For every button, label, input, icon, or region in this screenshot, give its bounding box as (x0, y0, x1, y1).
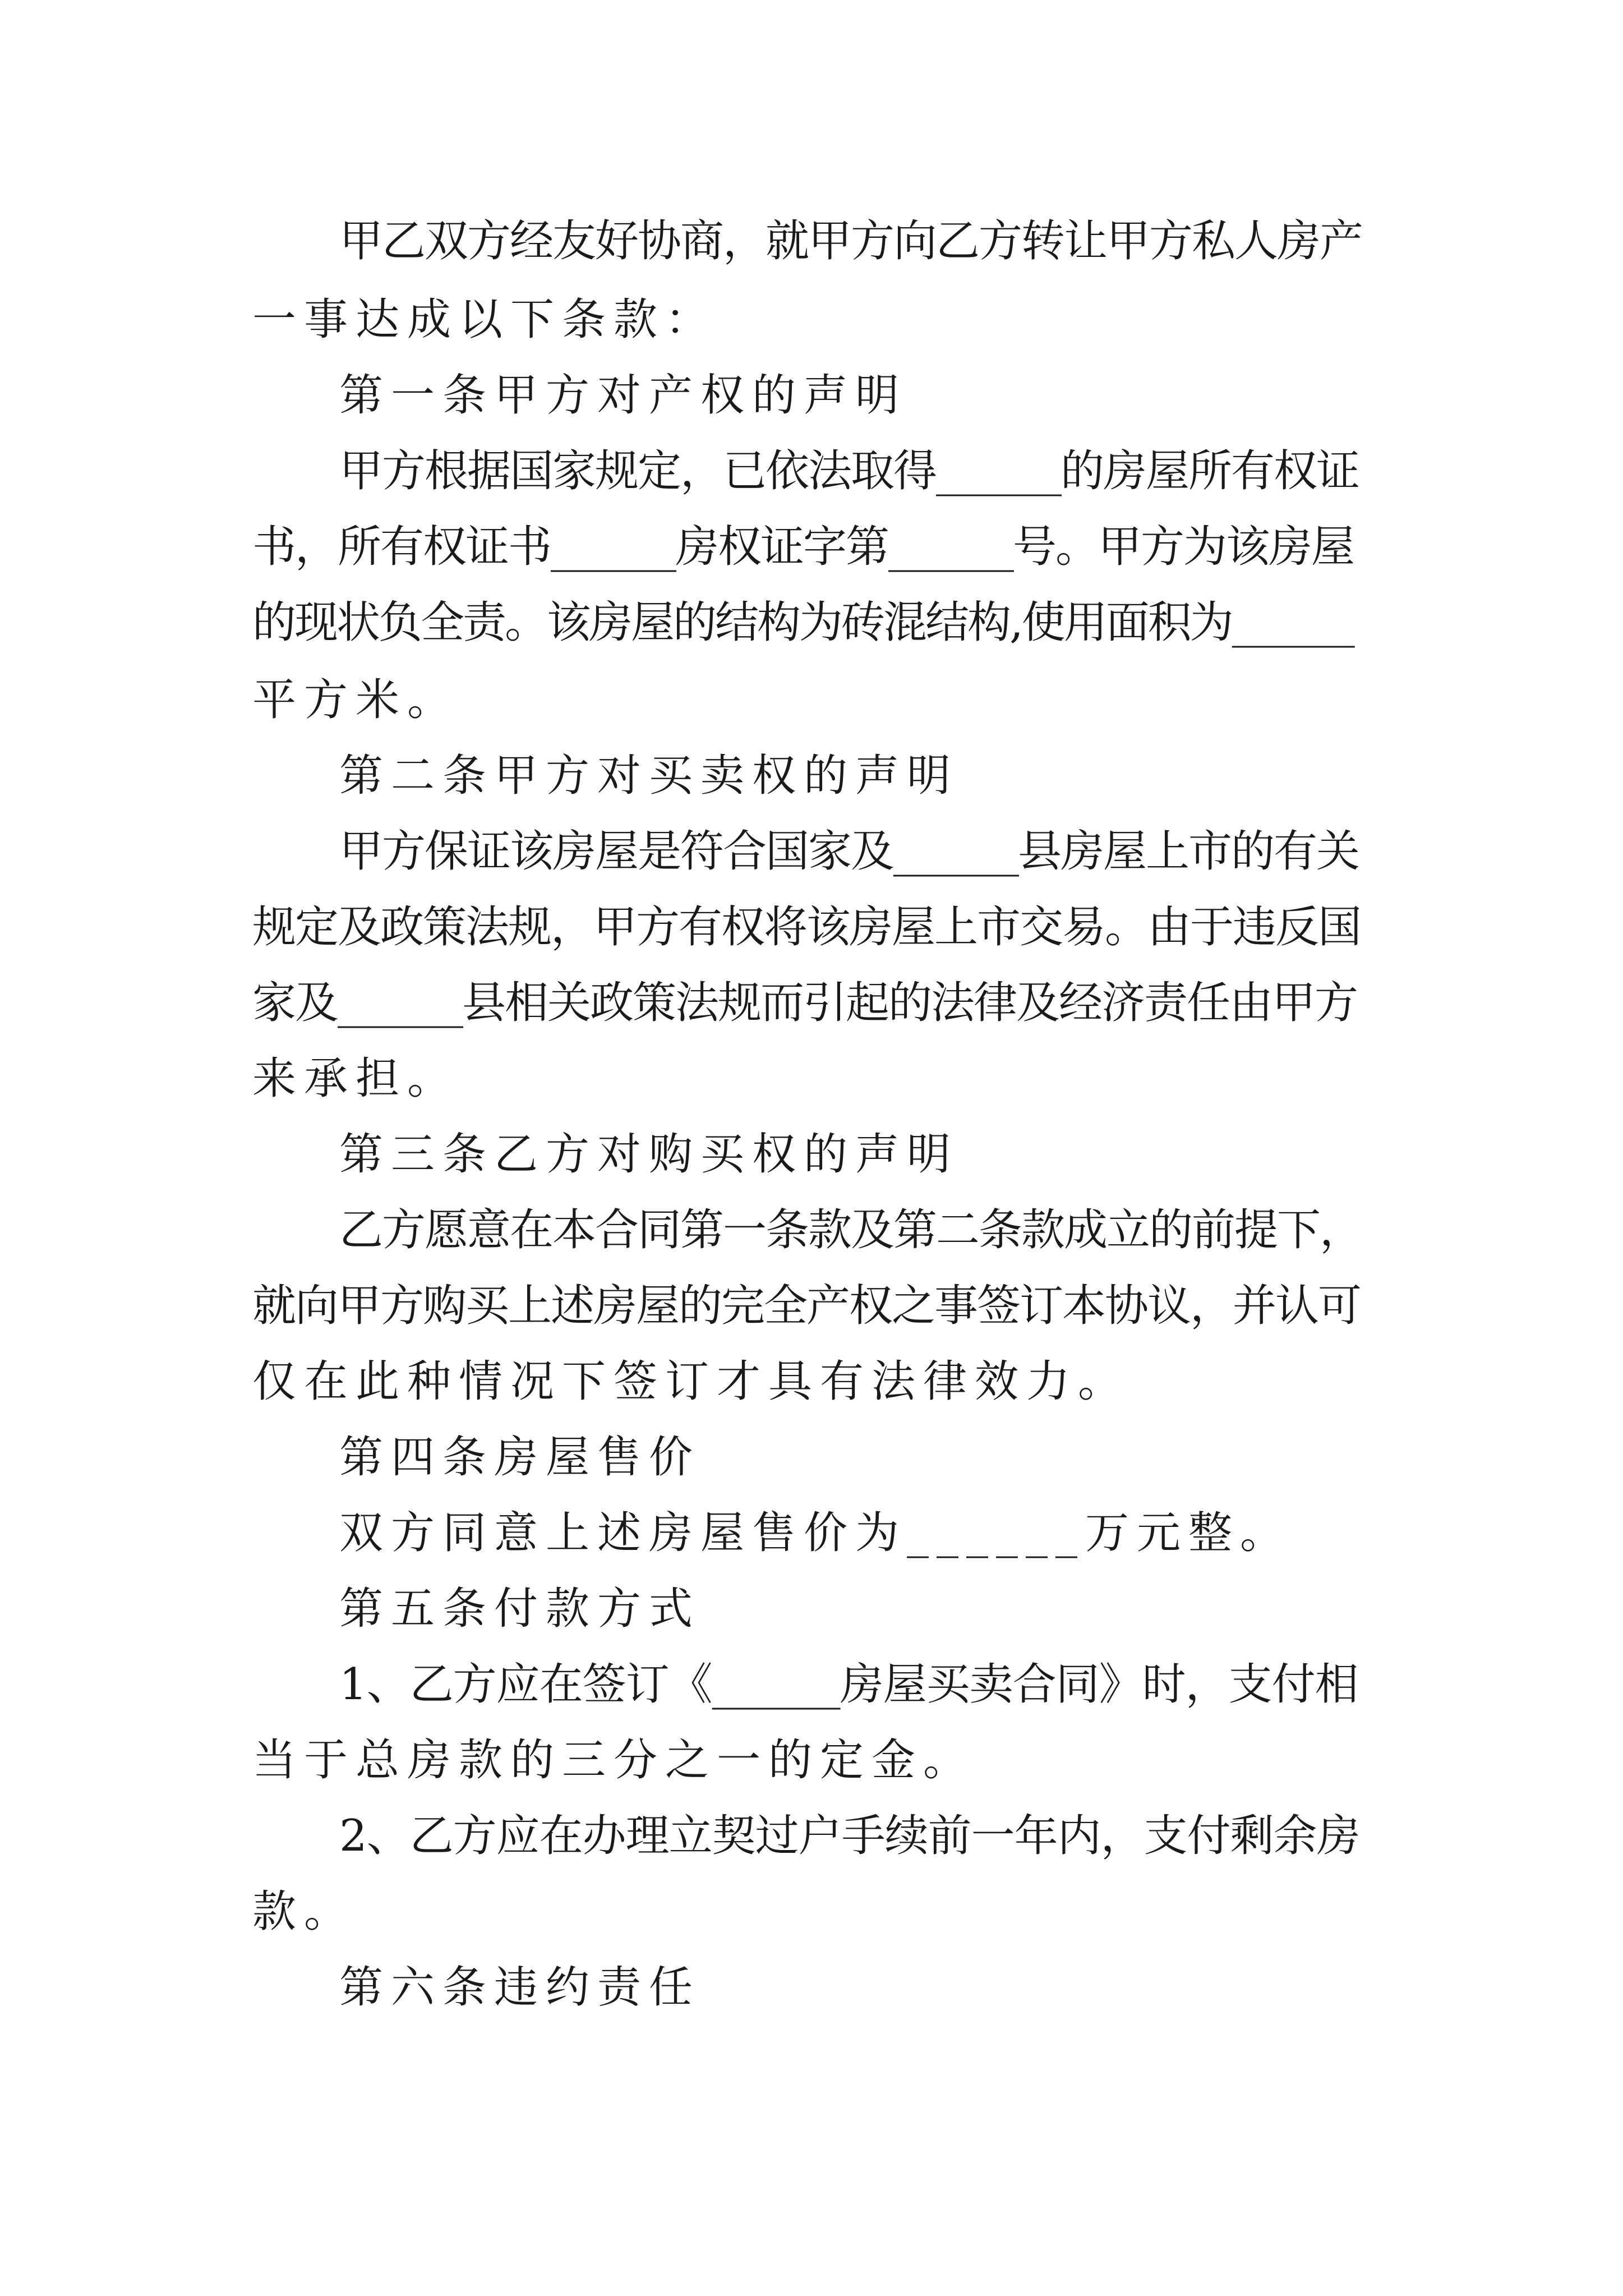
article-4-heading: 第四条房屋售价 (339, 1432, 701, 1483)
article-2-body-line-4: 来承担。 (252, 1053, 459, 1104)
article-5-heading: 第五条付款方式 (339, 1584, 701, 1634)
article-1-heading: 第一条甲方对产权的声明 (339, 370, 907, 421)
article-3-heading: 第三条乙方对购买权的声明 (339, 1129, 959, 1180)
article-2-heading: 第二条甲方对买卖权的声明 (339, 751, 959, 801)
article-1-body-line-4: 平方米。 (252, 675, 459, 725)
article-3-body-line-3: 仅在此种情况下签订才具有法律效力。 (252, 1356, 1130, 1407)
article-4-body-line-1: 双方同意上述房屋售价为______万元整。 (339, 1508, 1292, 1558)
article-5-item-2-line-2: 款。 (252, 1887, 356, 1937)
article-5-item-1-line-1: 1、乙方应在签订《______房屋买卖合同》时，支付相 (339, 1659, 1358, 1710)
article-3-body-line-1: 乙方愿意在本合同第一条款及第二条款成立的前提下， (339, 1205, 1363, 1255)
article-1-body-line-2: 书，所有权证书______房权证字第______号。甲方为该房屋 (252, 522, 1354, 572)
article-2-body-line-3: 家及______县相关政策法规而引起的法律及经济责任由甲方 (252, 978, 1358, 1028)
article-2-body-line-2: 规定及政策法规，甲方有权将该房屋上市交易。由于违反国 (252, 902, 1361, 953)
article-5-item-1-line-2: 当于总房款的三分之一的定金。 (252, 1735, 975, 1786)
article-1-body-line-1: 甲方根据国家规定，已依法取得______的房屋所有权证 (339, 446, 1359, 496)
article-6-heading: 第六条违约责任 (339, 1962, 701, 2013)
article-5-item-2-line-1: 2、乙方应在办理立契过户手续前一年内，支付剩余房 (339, 1811, 1360, 1861)
article-1-body-line-3: 的现状负全责。该房屋的结构为砖混结构,使用面积为______ (252, 597, 1353, 648)
paragraph-intro-line-2: 一事达成以下条款： (252, 295, 717, 345)
paragraph-intro-line-1: 甲乙双方经友好协商，就甲方向乙方转让甲方私人房产 (339, 216, 1363, 266)
article-3-body-line-2: 就向甲方购买上述房屋的完全产权之事签订本协议，并认可 (252, 1281, 1361, 1331)
article-2-body-line-1: 甲方保证该房屋是符合国家及______县房屋上市的有关 (339, 826, 1359, 877)
